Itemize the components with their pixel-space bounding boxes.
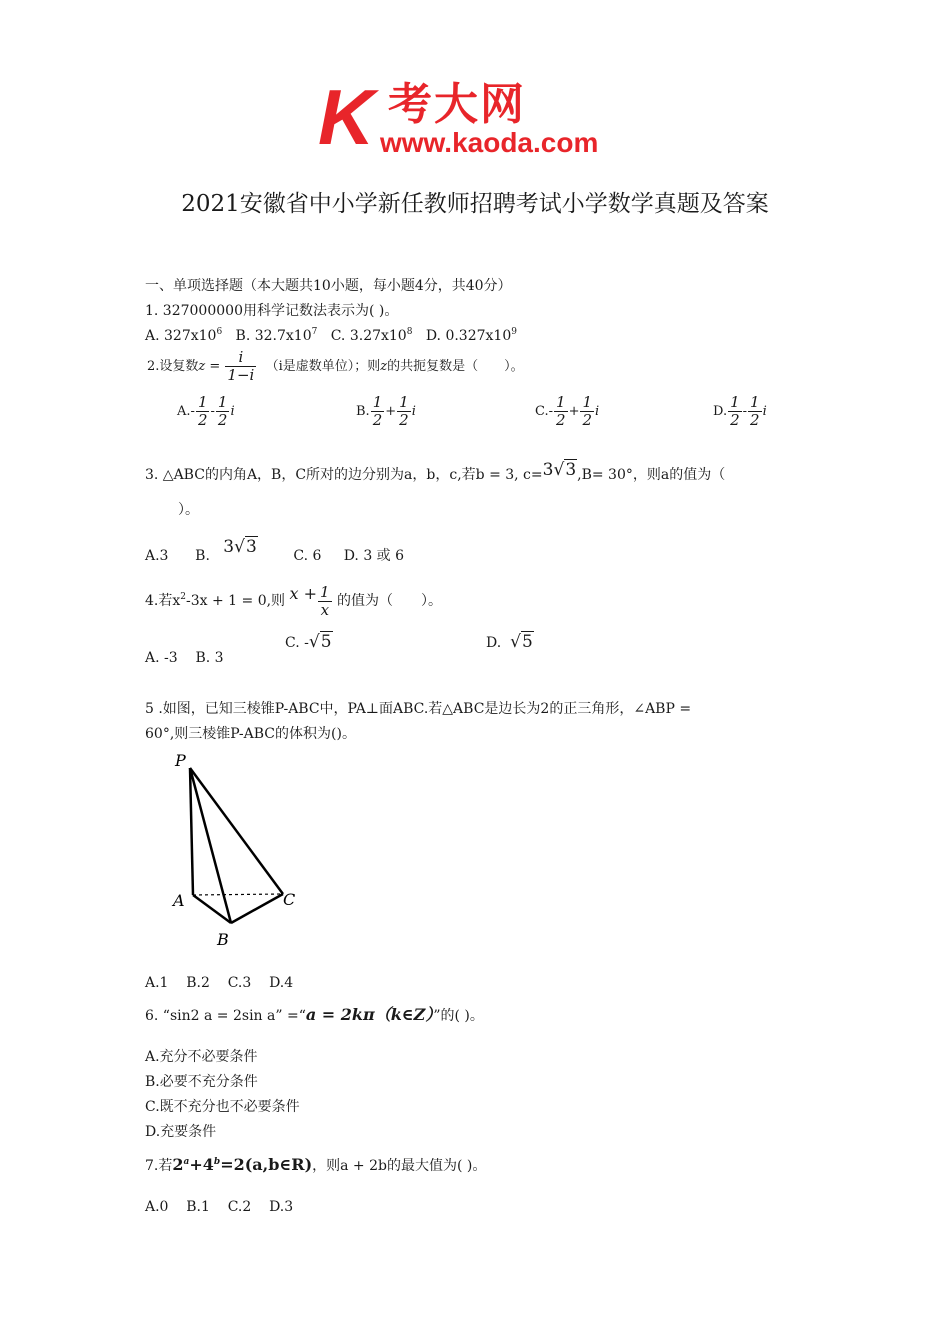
q6-option-d: D.充要条件	[145, 1124, 217, 1140]
edge-pa	[190, 768, 193, 895]
page-title: 2021安徽省中小学新任教师招聘考试小学数学真题及答案	[181, 191, 769, 217]
logo-k-mark: K	[318, 73, 375, 161]
q4-option-b: B. 3	[195, 650, 224, 666]
vertex-p-label: P	[175, 751, 186, 770]
q1-option-b: B. $32.7x10^7$	[235, 327, 318, 344]
logo-name: 考大网	[388, 79, 526, 130]
edge-bc	[231, 894, 283, 923]
question-2-stem: 2.设复数z = $\frac{i}{1-i}$ （i是虚数单位）；则z的共扼复数是（ ）。	[147, 348, 524, 384]
section-heading: 一、单项选择题（本大题共10小题，每小题4分，共40分）	[145, 278, 512, 294]
question-7-options: A.0 B.1 C.2 D.3	[145, 1199, 294, 1215]
q4-option-c: C. -√5	[285, 632, 332, 652]
question-3-stem-end: ）。	[178, 502, 199, 518]
q3-option-a: A.3	[145, 548, 169, 564]
q1-option-d: D. $0.327x10^9$	[425, 327, 517, 344]
q4-options-ab	[145, 648, 224, 668]
q6-option-c: C.既不充分也不必要条件	[145, 1099, 300, 1115]
q3-option-d: D. 3 或 6	[343, 548, 405, 564]
vertex-c-label: C	[283, 890, 296, 909]
question-5-stem-line2: 60°,则三棱锥P-ABC的体积为()。	[145, 726, 356, 742]
question-5-stem-line1: 5 .如图，已知三棱锥P-ABC中，PA⊥面ABC.若△ABC是边长为2的正三角形，∠ABP =	[145, 701, 692, 717]
edge-ac-hidden	[193, 894, 283, 895]
q2-option-b: B. $\frac{1}{2}$ + $\frac{1}{2}$ i	[356, 393, 416, 429]
question-3-options	[145, 530, 404, 573]
kaoda-logo	[318, 73, 648, 161]
edge-pb	[190, 768, 231, 923]
q2-option-d: D. $\frac{1}{2}$ - $\frac{1}{2}$ i	[713, 393, 767, 429]
edge-pc	[190, 768, 283, 894]
q7-math: $2^a+4^b=2(a,b\in R)$	[172, 1155, 313, 1174]
question-4-stem: 4.若$x^2-3x + 1 = 0$,则 x + $\frac{1}{x}$ 的值为（ ）。	[145, 582, 443, 619]
q2-option-a: A.- $\frac{1}{2}$ - $\frac{1}{2}$ i	[177, 393, 235, 429]
question-6-stem: 6. “sin2 a = 2sin a” =“a = 2kπ（k∈Z）”的( )。	[145, 1005, 484, 1024]
q6-option-b: B.必要不充分条件	[145, 1074, 258, 1090]
vertex-b-label: B	[217, 930, 229, 949]
q3-option-b: B. 3√3	[195, 537, 257, 564]
question-1-stem: 1. 327000000用科学记数法表示为( )。	[145, 303, 399, 319]
logo-url: www.kaoda.com	[380, 127, 599, 158]
question-3-stem: 3. △ABC的内角A，B，C所对的边分别为a，b，c,若b = 3, c=3√3,B= 30°，则a的值为（	[145, 460, 726, 483]
question-5-options: A.1 B.2 C.3 D.4	[145, 975, 294, 991]
q3-option-c: C. 6	[293, 548, 322, 564]
q4-option-d: D. √5	[486, 632, 533, 652]
q4-option-a: A. -3	[145, 650, 178, 666]
question-7-stem: 7.若$2^a+4^b=2(a,b\in R)$，则a + 2b的最大值为( )。	[145, 1155, 487, 1174]
q2-option-c: C.- $\frac{1}{2}$ + $\frac{1}{2}$ i	[535, 393, 600, 429]
pyramid-figure	[165, 750, 315, 950]
q1-option-a: A. $327x10^6$	[145, 327, 223, 344]
vertex-a-label: A	[173, 891, 185, 910]
q6-math: a = 2kπ（k∈Z）	[305, 1005, 434, 1024]
q6-option-a: A.充分不必要条件	[145, 1049, 258, 1065]
question-1-options	[145, 326, 517, 346]
q1-option-c: C. $3.27x10^8$	[330, 327, 413, 344]
